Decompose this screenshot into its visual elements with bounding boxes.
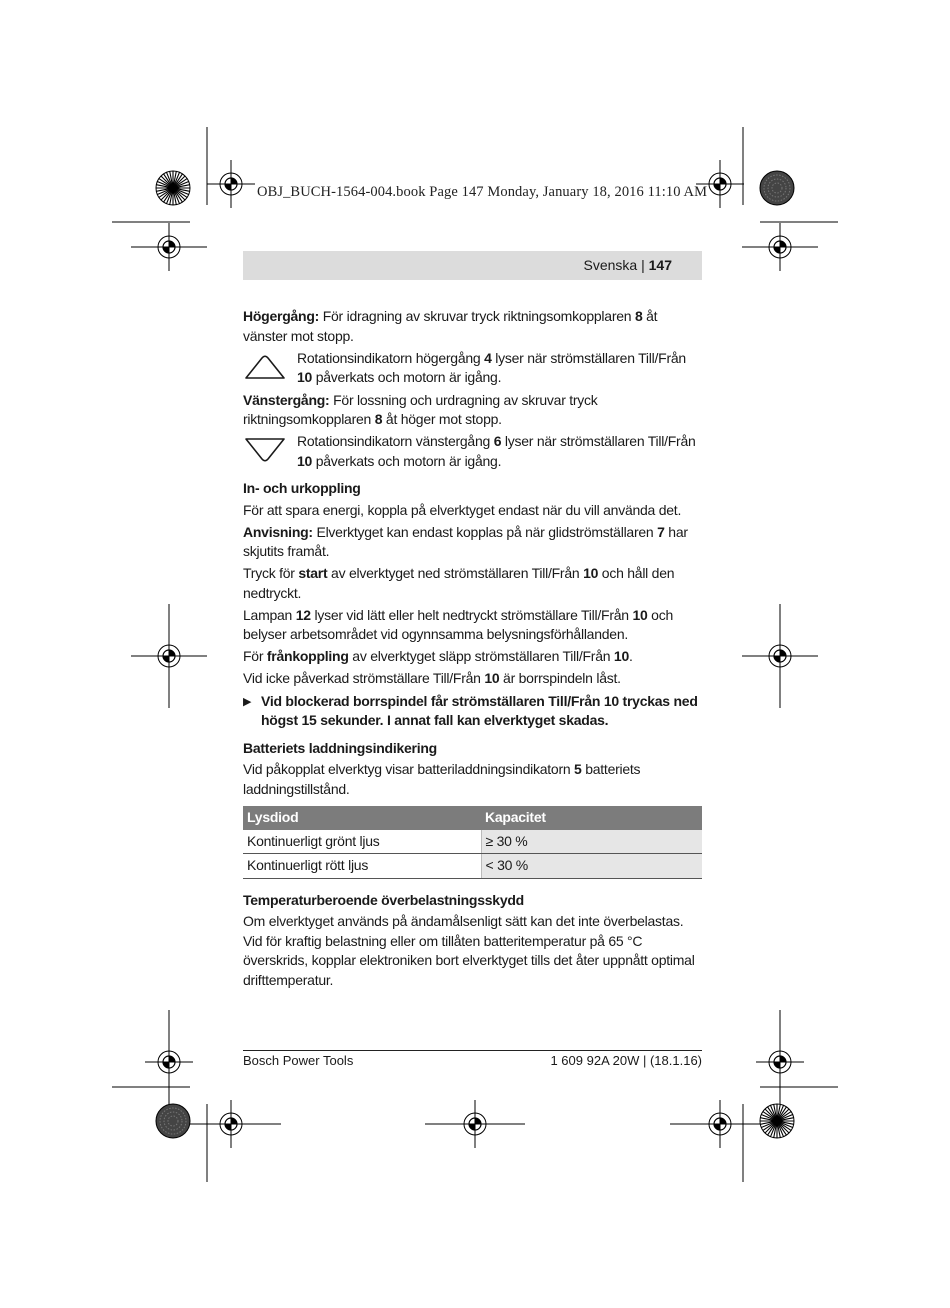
- text: av elverktyget ned strömställaren Till/Från: [327, 565, 584, 581]
- table-cell: < 30 %: [481, 854, 702, 879]
- footer-doc-number: 1 609 92A 20W | (18.1.16): [550, 1053, 702, 1068]
- label-hogergang: Högergång:: [243, 308, 320, 324]
- label-vanstergang: Vänstergång:: [243, 391, 330, 408]
- ref-number: 10: [613, 648, 629, 664]
- print-slug: OBJ_BUCH-1564-004.book Page 147 Monday, January 18, 2016 11:10 AM: [257, 184, 708, 200]
- table-row: [243, 854, 702, 879]
- triangle-up-icon: [243, 349, 297, 387]
- table-cell: Kontinuerligt grönt ljus: [243, 830, 481, 854]
- heading-temperaturberoende: Temperaturberoende överbelastningsskydd: [243, 891, 524, 908]
- bold-term: start: [298, 565, 328, 581]
- bold-term: frånkoppling: [266, 648, 349, 664]
- page-content: [243, 307, 702, 993]
- indicator-text: [297, 432, 702, 471]
- text: och håll den nedtryckt.: [243, 565, 675, 601]
- safety-warning: [243, 692, 702, 731]
- page-header: [243, 251, 702, 280]
- paragraph-vanstergang: [243, 391, 702, 430]
- ref-number: 10: [632, 606, 648, 623]
- text: .: [629, 648, 633, 664]
- table-header-cell: Lysdiod: [243, 806, 481, 830]
- warning-text: Vid blockerad borrspindel får strömställaren Till/Från 10 tryckas ned högst 15 sekunder. I annat fall kan elverktyget skadas.: [261, 692, 698, 728]
- text: batteriets laddningstillstånd.: [243, 761, 641, 797]
- footer-brand: Bosch Power Tools: [243, 1053, 354, 1068]
- text: av elverktyget släpp strömställaren Till/Från: [348, 648, 614, 664]
- text: Rotationsindikatorn högergång: [297, 349, 485, 366]
- text: påverkats och motorn är igång.: [312, 452, 502, 469]
- table-row: [243, 830, 702, 854]
- text: Rotationsindikatorn vänstergång: [297, 433, 494, 449]
- text: och belyser arbetsområdet vid ogynnsamma belysningsförhållanden.: [243, 606, 673, 642]
- table-header-cell: Kapacitet: [481, 806, 702, 830]
- heading-batteriets-laddningsindikering: Batteriets laddningsindikering: [243, 739, 437, 756]
- text: är borrspindeln låst.: [499, 670, 621, 686]
- paragraph-frankoppling: [243, 647, 702, 667]
- ref-number: 10: [297, 452, 313, 469]
- heading-in-och-urkoppling: In- och urkoppling: [243, 480, 361, 496]
- ref-number: 8: [374, 411, 383, 427]
- ref-number: 12: [295, 606, 311, 623]
- text: Vid påkopplat elverktyg visar batteriladdningsindikatorn: [243, 761, 575, 777]
- ref-number: 5: [574, 761, 582, 777]
- table-cell: ≥ 30 %: [481, 830, 702, 854]
- text: har skjutits framåt.: [243, 523, 688, 559]
- indicator-vanstergang: [243, 432, 702, 471]
- header-separator: |: [637, 257, 649, 273]
- paragraph-temperatur: Om elverktyget används på ändamålsenligt sätt kan det inte överbelastas. Vid för kraftig belastning eller om tillåten batteritemperatur på 65 °C överskrids, kopplar elektroniken bort elverktyget tills det åter uppnått optimal drifttemperatur.: [243, 913, 695, 988]
- text: påverkats och motorn är igång.: [312, 369, 502, 385]
- ref-number: 10: [583, 565, 599, 581]
- battery-table: [243, 806, 702, 879]
- header-language: Svenska: [583, 257, 638, 273]
- header-text: [584, 257, 672, 273]
- paragraph-hogergang: [243, 307, 702, 346]
- text: Vid icke påverkad strömställare Till/Från: [243, 670, 485, 686]
- text: åt vänster mot stopp.: [243, 308, 658, 344]
- text: För lossning och urdragning av skruvar tryck riktningsomkopplaren: [243, 391, 598, 427]
- text: För idragning av skruvar tryck riktningsomkopplaren: [319, 308, 635, 324]
- text: Tryck för: [243, 565, 299, 581]
- text: lyser vid lätt eller helt nedtryckt strömställare Till/Från: [310, 606, 633, 623]
- ref-number: 8: [634, 308, 643, 324]
- warning-arrow-icon: ▶: [243, 695, 252, 708]
- text: lyser när strömställaren Till/Från: [491, 349, 686, 366]
- label-anvisning: Anvisning:: [243, 523, 313, 540]
- text: Elverktyget kan endast kopplas på när glidströmställaren: [312, 523, 658, 540]
- paragraph-spara-energi: För att spara energi, koppla på elverktyget endast när du vill använda det.: [243, 501, 682, 518]
- indicator-hogergang: [243, 349, 702, 388]
- paragraph-battery: [243, 760, 702, 799]
- table-cell: Kontinuerligt rött ljus: [243, 854, 481, 879]
- indicator-text: [297, 349, 702, 388]
- ref-number: 4: [484, 349, 492, 366]
- ref-number: 10: [484, 670, 500, 686]
- paragraph-anvisning: [243, 523, 702, 562]
- text: Lampan: [243, 606, 296, 623]
- text: lyser när strömställaren Till/Från: [501, 433, 696, 449]
- text: För: [243, 648, 267, 664]
- paragraph-start: [243, 564, 702, 603]
- ref-number: 6: [493, 433, 502, 449]
- paragraph-borrspindel-last: [243, 669, 702, 689]
- ref-number: 7: [657, 523, 665, 540]
- footer-divider: [243, 1050, 702, 1051]
- ref-number: 10: [297, 369, 313, 385]
- table-header-row: [243, 806, 702, 830]
- triangle-down-icon: [243, 432, 297, 470]
- text: åt höger mot stopp.: [382, 411, 502, 427]
- paragraph-lampa: [243, 606, 702, 645]
- header-page-number: 147: [648, 257, 672, 273]
